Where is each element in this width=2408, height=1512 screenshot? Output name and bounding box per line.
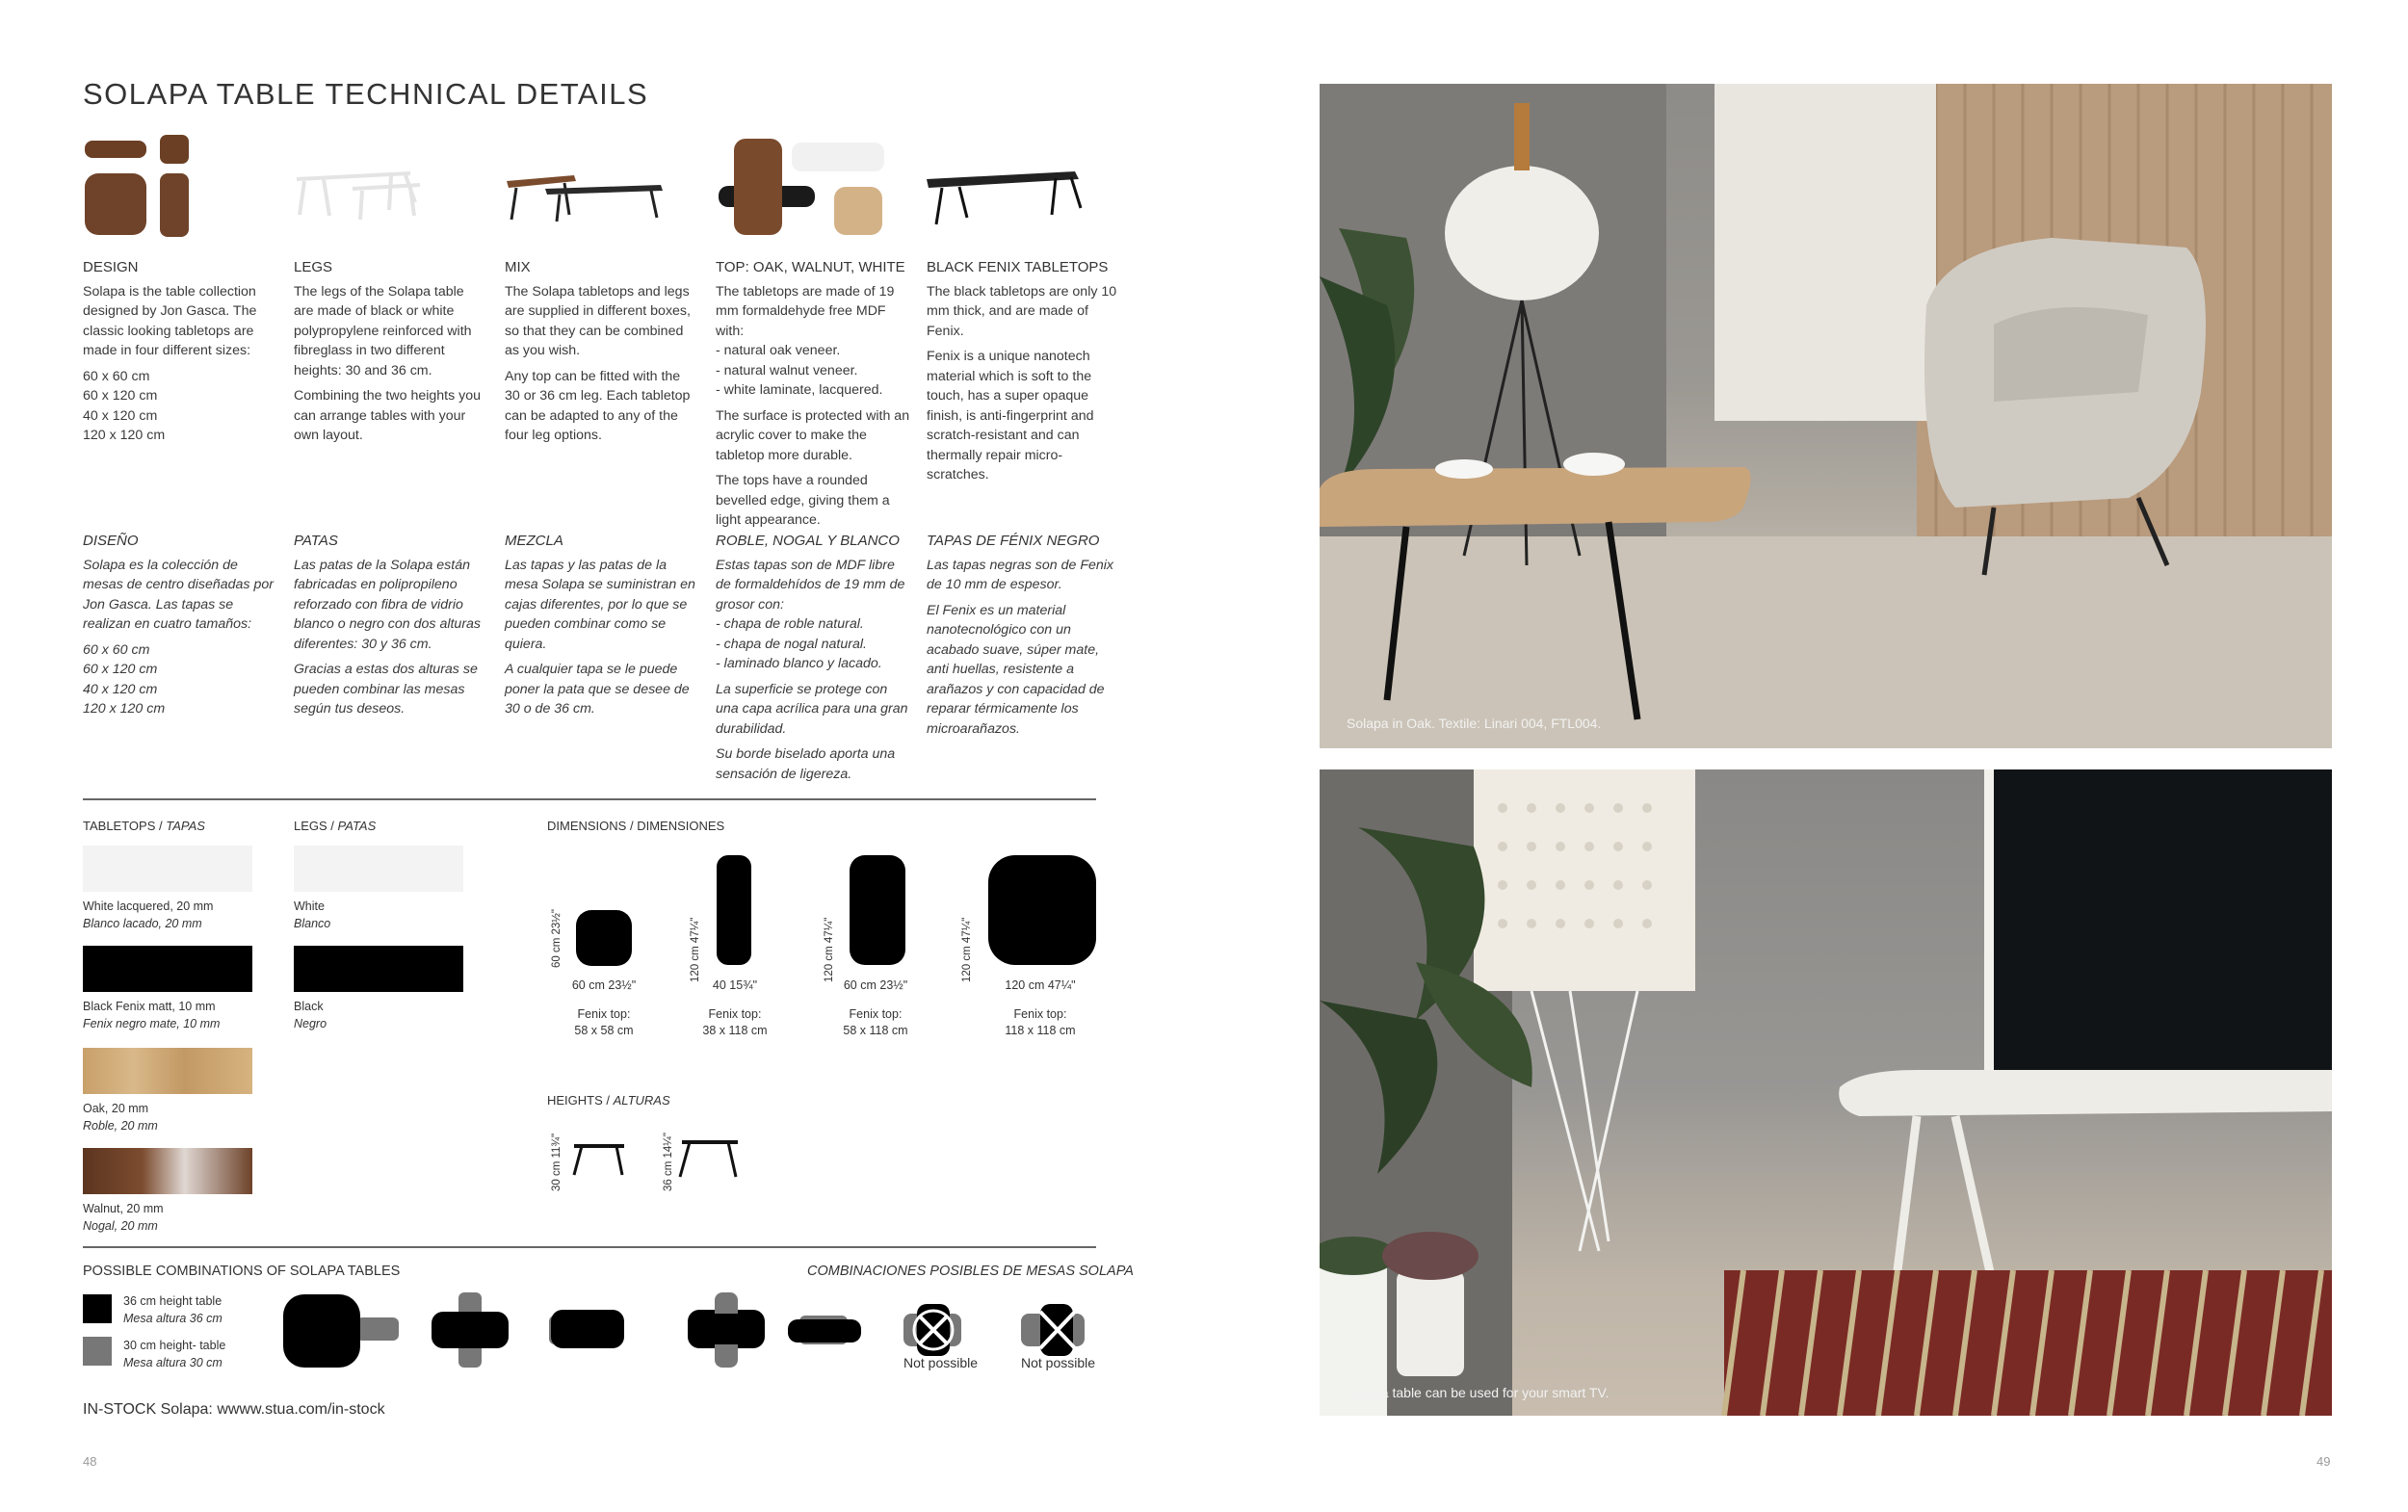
column-paragraph: The tabletops are made of 19 mm formaldehyde free MDF with: - natural oak veneer. - natural walnut veneer. - white laminate, lacquered. — [716, 283, 895, 398]
leg-swatch-white — [294, 846, 463, 892]
heights-label-es: ALTURAS — [613, 1093, 670, 1108]
section-divider — [83, 1246, 1096, 1248]
column-paragraph: The tops have a rounded bevelled edge, giving them a light appearance. — [716, 473, 890, 528]
column-paragraph: Fenix is a unique nanotech material which is soft to the touch, has a super opaque finish, is anti-fingerprint and scratch-resistant and can thermally repair micro-scratches. — [927, 349, 1094, 482]
mix-tables-thumbnail — [507, 175, 663, 222]
living-room-illustration — [1320, 84, 2332, 748]
height-legs-drawing — [568, 1136, 761, 1185]
column-paragraph: Any top can be fitted with the 30 or 36 cm leg. Each tabletop can be adapted to any of the four leg options. — [505, 368, 691, 443]
swatch-label: Black Fenix matt, 10 mm Fenix negro mate, 10 mm — [83, 1000, 221, 1030]
section-divider — [83, 798, 1096, 800]
legend-label: 30 cm height- table Mesa altura 30 cm — [123, 1339, 226, 1369]
column-paragraph: Solapa es la colección de mesas de centro diseñadas por Jon Gasca. Las tapas se realizan en cuatro tamaños: — [83, 557, 274, 632]
column-heading: DISEÑO — [83, 533, 139, 549]
not-possible-diagram-1 — [903, 1304, 961, 1356]
swatch-white — [83, 846, 252, 892]
photo-caption: Solapa table can be used for your smart TV. — [1347, 1385, 1610, 1400]
column-paragraph: The surface is protected with an acrylic cover to make the tabletop more durable. — [716, 407, 910, 463]
column-paragraph: Las tapas negras son de Fenix de 10 mm de espesor. — [927, 557, 1114, 592]
tabletops-label-en: TABLETOPS — [83, 819, 156, 833]
legend-label: 36 cm height table Mesa altura 36 cm — [123, 1294, 222, 1325]
dim-h-label: 60 cm 23½" — [843, 978, 908, 992]
column-heading: MEZCLA — [505, 533, 563, 549]
column-paragraph: A cualquier tapa se le puede poner la pata que se desee de 30 o de 36 cm. — [505, 662, 690, 717]
column-paragraph: Gracias a estas dos alturas se pueden combinar las mesas según tus deseos. — [294, 662, 478, 717]
dim-v-label: 120 cm 47¼" — [824, 917, 835, 982]
not-possible-diagram-2 — [1021, 1304, 1085, 1356]
column-paragraph: Estas tapas son de MDF libre de formaldehídos de 19 mm de grosor con: - chapa de roble natural. - chapa de nogal natural. - laminado blanco y lacado. — [716, 557, 905, 671]
fenix-caption: Fenix top: 58 x 58 cm — [574, 1007, 634, 1037]
photo-caption: Solapa in Oak. Textile: Linari 004, FTL004. — [1347, 716, 1602, 731]
photo-tv-room — [1320, 769, 2332, 1416]
swatch-label: White lacquered, 20 mm Blanco lacado, 20 mm — [83, 899, 214, 930]
tabletops-label-es: TAPAS — [166, 819, 205, 833]
dimensions-label-en: DIMENSIONS — [547, 819, 627, 833]
white-table-thumbnail — [297, 173, 420, 220]
combination-diagrams — [279, 1290, 1108, 1377]
combinations-title-es: COMBINACIONES POSIBLES DE MESAS SOLAPA — [807, 1264, 1134, 1279]
tabletops-label: TABLETOPS / TAPAS — [83, 819, 205, 833]
swatch-oak — [83, 1048, 252, 1094]
page-number-left: 48 — [83, 1454, 97, 1469]
mix-column-en — [505, 258, 697, 452]
height-v-label: 30 cm 11¾" — [551, 1133, 563, 1191]
fenix-caption: Fenix top: 38 x 118 cm — [702, 1007, 768, 1037]
swatch-walnut — [83, 1148, 252, 1194]
page-number-right: 49 — [2316, 1454, 2331, 1469]
column-heading: MIX — [505, 259, 531, 275]
product-thumbnails — [83, 133, 1104, 248]
column-heading: ROBLE, NOGAL Y BLANCO — [716, 533, 900, 549]
legs-column-en — [294, 258, 486, 452]
dim-v-label: 120 cm 47¼" — [961, 917, 973, 982]
fenix-caption: Fenix top: 58 x 118 cm — [843, 1007, 908, 1037]
black-table-thumbnail — [927, 171, 1081, 224]
column-heading: PATAS — [294, 533, 338, 549]
tv-room-illustration — [1320, 769, 2332, 1416]
page-title: SOLAPA TABLE TECHNICAL DETAILS — [83, 77, 649, 111]
legend-swatch-36 — [83, 1294, 112, 1323]
swatch-label: White Blanco — [294, 899, 331, 930]
column-paragraph: Su borde biselado aporta una sensación de ligereza. — [716, 746, 896, 782]
design-column-es — [83, 532, 275, 725]
column-heading: TAPAS DE FÉNIX NEGRO — [927, 533, 1100, 549]
swatch-label: Black Negro — [294, 1000, 327, 1030]
mix-column-es — [505, 532, 697, 725]
swatch-label: Oak, 20 mm Roble, 20 mm — [83, 1102, 158, 1133]
dim-h-label: 60 cm 23½" — [571, 978, 637, 992]
heights-label-en: HEIGHTS — [547, 1093, 603, 1108]
leg-swatch-black — [294, 946, 463, 992]
walnut-tops-thumbnail — [85, 135, 189, 237]
photo-living-room — [1320, 84, 2332, 748]
column-paragraph: La superficie se protege con una capa acrílica para una gran durabilidad. — [716, 681, 908, 737]
design-column-en — [83, 258, 275, 452]
legs-label: LEGS / PATAS — [294, 819, 377, 833]
combinations-title-en: POSSIBLE COMBINATIONS OF SOLAPA TABLES — [83, 1264, 401, 1279]
legend-swatch-30 — [83, 1337, 112, 1366]
not-possible-label: Not possible — [1021, 1355, 1096, 1370]
column-heading: DESIGN — [83, 259, 139, 275]
swatch-label: Walnut, 20 mm Nogal, 20 mm — [83, 1202, 164, 1233]
not-possible-label: Not possible — [903, 1355, 979, 1370]
height-v-label: 36 cm 14¼" — [663, 1133, 674, 1191]
fenix-column-en — [927, 258, 1119, 491]
legs-label-es: PATAS — [337, 819, 377, 833]
swatch-black — [83, 946, 252, 992]
column-paragraph: The black tabletops are only 10 mm thick, and are made of Fenix. — [927, 283, 1117, 339]
dim-h-label: 40 15¾" — [712, 978, 758, 992]
column-paragraph: El Fenix es un material nanotecnológico con un acabado suave, súper mate, anti huellas, resistente a arañazos y con capacidad de reparar térmicamente los microarañazos. — [927, 602, 1105, 737]
instock-link[interactable]: IN-STOCK Solapa: wwww.stua.com/in-stock — [83, 1401, 385, 1418]
top-column-es — [716, 532, 908, 790]
legs-column-es — [294, 532, 486, 725]
fenix-caption: Fenix top: 118 x 118 cm — [1005, 1007, 1076, 1037]
heights-label: HEIGHTS / ALTURAS — [547, 1093, 670, 1108]
column-paragraph: The Solapa tabletops and legs are supplied in different boxes, so that they can be combined as you wish. — [505, 283, 691, 358]
column-paragraph: 60 x 60 cm 60 x 120 cm 40 x 120 cm 120 x 120 cm — [83, 641, 166, 717]
tops-mix-thumbnail — [719, 139, 884, 235]
column-paragraph: Las tapas y las patas de la mesa Solapa se suministran en cajas diferentes, por lo que se pueden combinar como se quiera. — [505, 557, 695, 652]
column-paragraph: Combining the two heights you can arrange tables with your own layout. — [294, 388, 482, 443]
legs-label-en: LEGS — [294, 819, 327, 833]
top-column-en — [716, 258, 913, 536]
dimension-shapes — [568, 847, 1108, 973]
column-paragraph: Solapa is the table collection designed by Jon Gasca. The classic looking tabletops are made in four different sizes: — [83, 283, 257, 358]
column-heading: TOP: OAK, WALNUT, WHITE — [716, 259, 905, 275]
dim-v-label: 60 cm 23½" — [551, 909, 563, 968]
column-heading: LEGS — [294, 259, 333, 275]
fenix-column-es — [927, 532, 1119, 744]
dimensions-label-es: DIMENSIONES — [637, 819, 725, 833]
column-paragraph: The legs of the Solapa table are made of black or white polypropylene reinforced with fibreglass in two different heights: 30 and 36 cm. — [294, 283, 472, 378]
dimensions-label: DIMENSIONS / DIMENSIONES — [547, 819, 725, 833]
column-heading: BLACK FENIX TABLETOPS — [927, 259, 1109, 275]
column-paragraph: Las patas de la Solapa están fabricadas en polipropileno reforzado con fibra de vidrio blanco o negro con dos alturas diferentes: 30 y 36 cm. — [294, 557, 482, 652]
dim-h-label: 120 cm 47¼" — [1005, 978, 1076, 992]
dim-v-label: 120 cm 47¼" — [690, 917, 701, 982]
column-paragraph: 60 x 60 cm 60 x 120 cm 40 x 120 cm 120 x 120 cm — [83, 368, 166, 443]
